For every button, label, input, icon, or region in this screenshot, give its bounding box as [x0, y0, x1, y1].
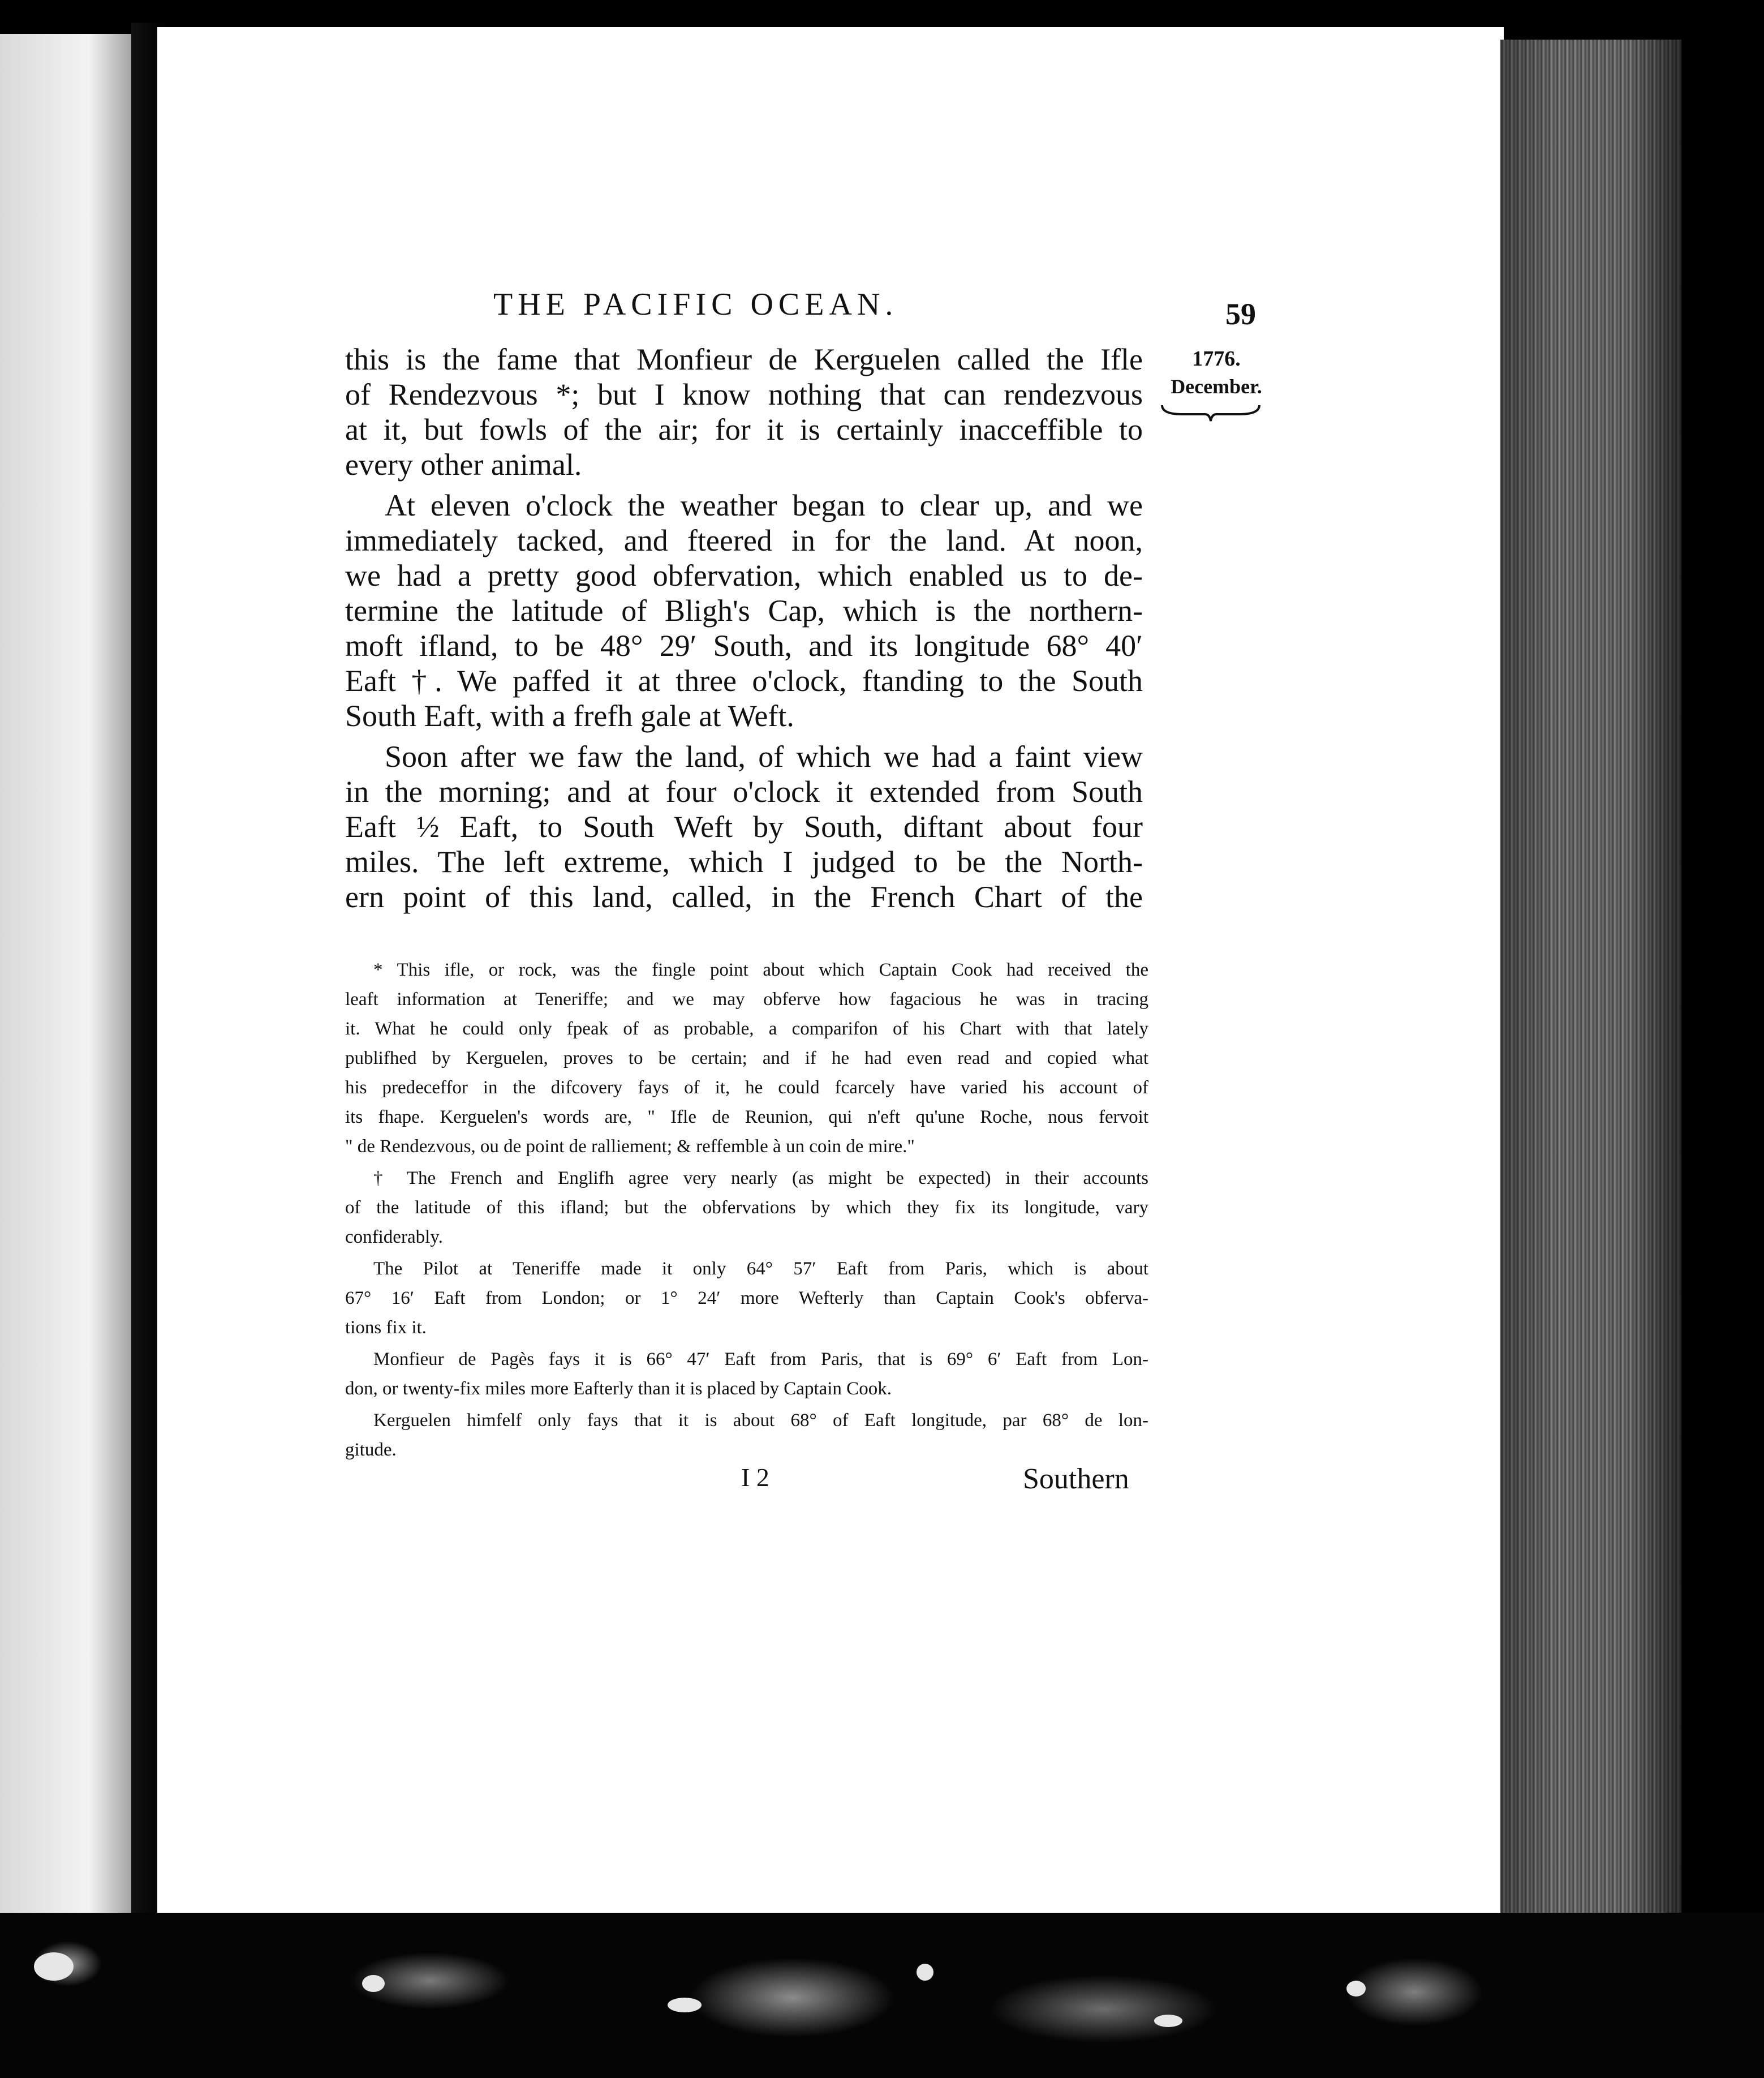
marginal-month: December. [1171, 375, 1262, 398]
body-line: ern point of this land, called, in the French Chart of the [345, 880, 1143, 914]
footnote-line: confiderably. [345, 1227, 443, 1247]
footnote-line: its fhape. Kerguelen's words are, " Ifle de Reunion, qui n'eft qu'une Roche, nous fervoit [345, 1107, 1148, 1127]
footnote-line: of the latitude of this ifland; but the obfervations by which they fix its longitude, vary [345, 1197, 1148, 1218]
running-head: THE PACIFIC OCEAN. [493, 287, 898, 322]
body-line: of Rendezvous *; but I know nothing that can rendezvous [345, 377, 1143, 411]
facing-page-edge [0, 34, 148, 1924]
footnote-line: † The French and Englifh agree very nearly (as might be expected) in their accounts [373, 1168, 1148, 1188]
footnote-line: publifhed by Kerguelen, proves to be certain; and if he had even read and copied what [345, 1048, 1148, 1068]
body-line: moft ifland, to be 48° 29′ South, and its longitude 68° 40′ [345, 629, 1143, 663]
scan-background-debris [0, 1913, 1764, 2078]
footnote-line: gitude. [345, 1440, 397, 1460]
body-line: Soon after we faw the land, of which we had a faint view [385, 740, 1143, 774]
body-line: At eleven o'clock the weather began to clear up, and we [385, 488, 1143, 522]
body-line: we had a pretty good obfervation, which enabled us to de- [345, 559, 1143, 593]
footnote-line: Monfieur de Pagès fays it is 66° 47′ Eaft from Paris, that is 69° 6′ Eaft from Lon- [373, 1349, 1148, 1369]
brace-icon [1160, 403, 1262, 423]
footnote-line: 67° 16′ Eaft from London; or 1° 24′ more Wefterly than Captain Cook's obferva- [345, 1288, 1148, 1308]
fore-edge-shadow [1500, 40, 1681, 1918]
body-line: South Eaft, with a frefh gale at Weft. [345, 699, 794, 733]
footnote-line: don, or twenty-fix miles more Eafterly than it is placed by Captain Cook. [345, 1379, 892, 1399]
footnote-line: " de Rendezvous, ou de point de ralliement; & reffemble à un coin de mire." [345, 1136, 915, 1157]
body-line: at it, but fowls of the air; for it is certainly inacceffible to [345, 413, 1143, 446]
marginal-year: 1776. [1192, 347, 1241, 371]
footnote-line: his predeceffor in the difcovery fays of it, he could fcarcely have varied his account of [345, 1077, 1148, 1098]
body-line: termine the latitude of Bligh's Cap, which is the northern- [345, 594, 1143, 628]
body-line: Eaft ½ Eaft, to South Weft by South, diftant about four [345, 810, 1143, 844]
footnote-line: tions fix it. [345, 1317, 427, 1338]
footnote-line: Kerguelen himfelf only fays that it is about 68° of Eaft longitude, par 68° de lon- [373, 1410, 1148, 1431]
body-line: miles. The left extreme, which I judged to be the North- [345, 845, 1143, 879]
body-line: every other animal. [345, 448, 582, 482]
page-number: 59 [1225, 297, 1256, 331]
catchword: Southern [1023, 1463, 1129, 1495]
body-line: immediately tacked, and fteered in for the land. At noon, [345, 523, 1143, 557]
signature-mark: I 2 [741, 1463, 769, 1492]
footnote-line: leaft information at Teneriffe; and we may obferve how fagacious he was in tracing [345, 989, 1148, 1010]
body-line: in the morning; and at four o'clock it extended from South [345, 775, 1143, 809]
body-line: Eaft †. We paffed it at three o'clock, ftanding to the South [345, 664, 1143, 698]
footnote-line: * This ifle, or rock, was the fingle point about which Captain Cook had received the [373, 960, 1148, 980]
body-line: this is the fame that Monfieur de Kerguelen called the Ifle [345, 342, 1143, 376]
footnote-line: it. What he could only fpeak of as probable, a comparifon of his Chart with that lately [345, 1019, 1148, 1039]
footnote-line: The Pilot at Teneriffe made it only 64° 57′ Eaft from Paris, which is about [373, 1259, 1148, 1279]
